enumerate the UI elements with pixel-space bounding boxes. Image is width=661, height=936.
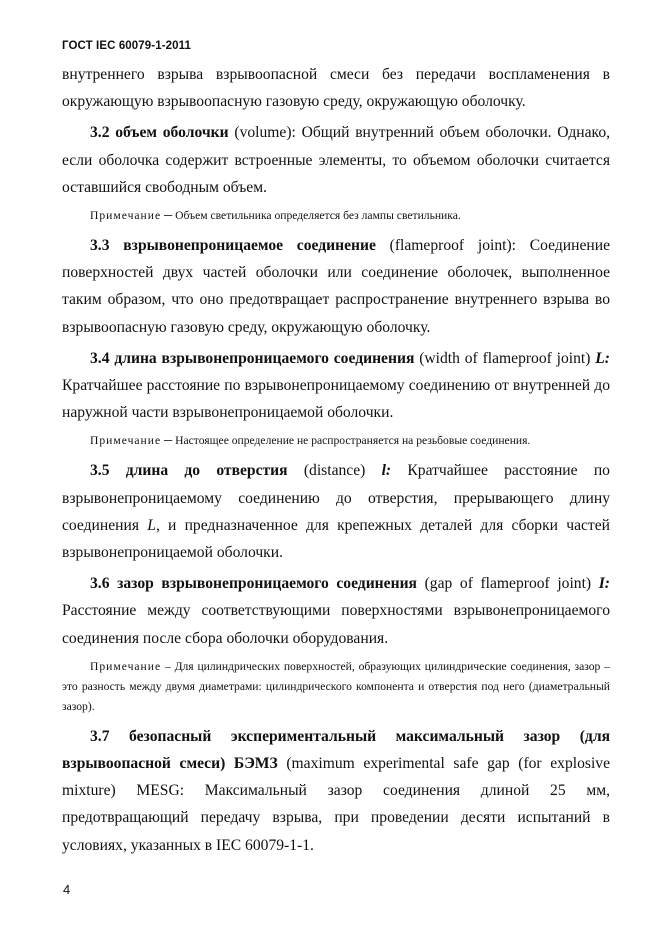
note-label: Примечание (90, 209, 162, 223)
note-3-6 (62, 657, 610, 717)
continuation-paragraph: внутреннего взрыва взрывоопасной смеси без передачи воспламенения в окружающую взрывоопасную газовую среду, окружающую оболочку. (62, 66, 610, 111)
definition-text: Расстояние между соответствующими поверхностями взрывонепроницаемого соединения после сбора оболочки оборудования. (62, 602, 610, 647)
note-dash: ─ (164, 209, 173, 223)
note-dash: ─ (164, 434, 173, 448)
definition-3-2 (62, 119, 610, 201)
definition-term: длина взрывонепроницаемого соединения (114, 349, 415, 367)
definition-number: 3.4 (90, 349, 110, 367)
definition-english: (flameproof joint): (389, 237, 516, 255)
definition-3-5 (62, 457, 610, 566)
document-code-header: ГОСТ IEC 60079-1-2011 (62, 40, 191, 52)
definition-symbol: L: (595, 349, 610, 367)
definition-term: зазор взрывонепроницаемого соединения (117, 575, 417, 593)
definition-symbol: l: (381, 462, 392, 480)
note-text: Настоящее определение не распространяется на резьбовые соединения. (175, 434, 531, 448)
definition-text: Кратчайшее расстояние по взрывонепроницаемому соединению от внутренней до наружной части взрывонепроницаемой оболочки. (62, 377, 610, 422)
note-label: Примечание (90, 659, 162, 673)
definition-text: Общий внутренний объем оболочки. Однако, если оболочка содержит встроенные элементы, то объемом оболочки считается оставшийся свободным объем. (62, 124, 611, 196)
note-3-4 (62, 431, 610, 451)
definition-english: (maximum experimental safe gap (for explosive mixture) MESG: (62, 755, 610, 800)
note-text: Для цилиндрических поверхностей, образующих цилиндрические соединения, зазор – это разность между двумя диаметрами: цилиндрического компонента и отверстия под него (диаметральный зазор). (62, 659, 610, 713)
definition-3-6 (62, 570, 610, 652)
definition-english: (width of flameproof joint) (419, 349, 591, 367)
definition-number: 3.3 (90, 237, 110, 255)
definition-text-continued: , и предназначенное для крепежных деталей для сборки частей взрывонепроницаемой оболочки. (62, 516, 610, 562)
note-text: Объем светильника определяется без лампы светильника. (175, 209, 461, 223)
definition-english: (volume): (234, 124, 296, 142)
definition-english: (gap of flameproof joint) (424, 575, 592, 593)
note-3-2 (62, 206, 610, 226)
definition-symbol: I: (598, 575, 610, 593)
note-dash: – (164, 659, 171, 673)
definition-term: объем оболочки (115, 124, 229, 142)
definition-3-7 (62, 723, 610, 859)
definition-term: взрывонепроницаемое соединение (123, 237, 376, 255)
definition-number: 3.5 (90, 462, 110, 480)
definition-variable: L (147, 516, 156, 534)
definition-3-4 (62, 345, 610, 427)
definition-term: длина до отверстия (125, 462, 288, 480)
definition-term: безопасный экспериментальный максимальный зазор (для взрывоопасной смеси) БЭМЗ (62, 727, 610, 773)
page-number: 4 (63, 882, 71, 897)
definition-text: Максимальный зазор соединения длиной 25 мм, предотвращающий передачу взрыва, при проведении десяти испытаний в условиях, указанных в IEC 60079-1-1. (62, 782, 610, 854)
definition-text: Соединение поверхностей двух частей оболочки или соединение оболочек, выполненное таким образом, что оно предотвращает распространение внутреннего взрыва во взрывоопасную газовую среду, окружающую оболочку. (62, 237, 610, 336)
definition-3-3 (62, 232, 610, 341)
note-label: Примечание (90, 434, 162, 448)
definition-number: 3.6 (90, 575, 110, 593)
definition-number: 3.2 (90, 124, 110, 142)
page-content (62, 61, 610, 859)
definition-english: (distance) (303, 462, 366, 480)
definition-number: 3.7 (90, 727, 110, 745)
definition-text: Кратчайшее расстояние по взрывонепроницаемому соединению до отверстия, прерывающего длину соединения (62, 462, 610, 534)
